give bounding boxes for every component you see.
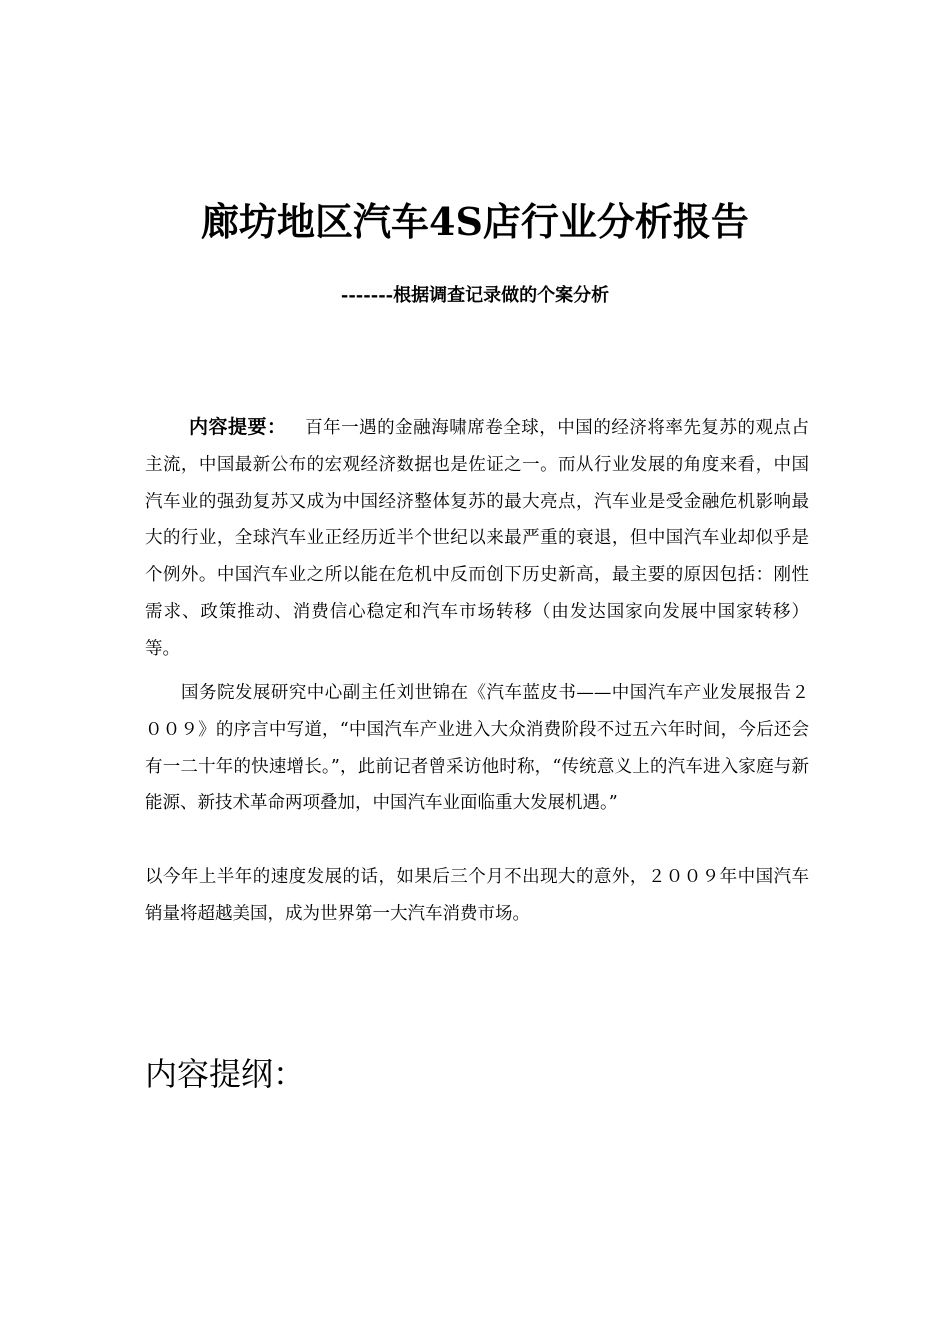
outline-heading: 内容提纲： <box>145 1055 306 1093</box>
document-title: 廊坊地区汽车4S店行业分析报告 <box>201 199 749 244</box>
document-subtitle: -------根据调查记录做的个案分析 <box>340 285 610 306</box>
summary-text: 百年一遇的金融海啸席卷全球，中国的经济将率先复苏的观点占主流，中国最新公布的宏观经济数据也是佐证之一。而从行业发展的角度来看，中国汽车业的强劲复苏又成为中国经济整体复苏的最大亮点，汽车业是受金融危机影响最大的行业，全球汽车业正经历近半个世纪以来最严重的衰退，但中国汽车业却似乎是个例外。中国汽车业之所以能在危机中反而创下历史新高，最主要的原因包括：刚性需求、政策推动、消费信心稳定和汽车市场转移（由发达国家向发展中国家转移）等。 <box>145 418 809 659</box>
body-paragraph-3: 以今年上半年的速度发展的话，如果后三个月不出现大的意外，２００９年中国汽车销量将超越美国，成为世界第一大汽车消费市场。 <box>145 867 809 924</box>
summary-paragraph <box>145 409 809 668</box>
summary-label: 内容提要： <box>189 416 287 438</box>
body-paragraph-2: 国务院发展研究中心副主任刘世锦在《汽车蓝皮书——中国汽车产业发展报告２００９》的序言中写道，“中国汽车产业进入大众消费阶段不过五六年时间，今后还会有一二十年的快速增长。”，此前记者曾采访他时称，“传统意义上的汽车进入家庭与新能源、新技术革命两项叠加，中国汽车业面临重大发展机遇。” <box>145 683 809 814</box>
